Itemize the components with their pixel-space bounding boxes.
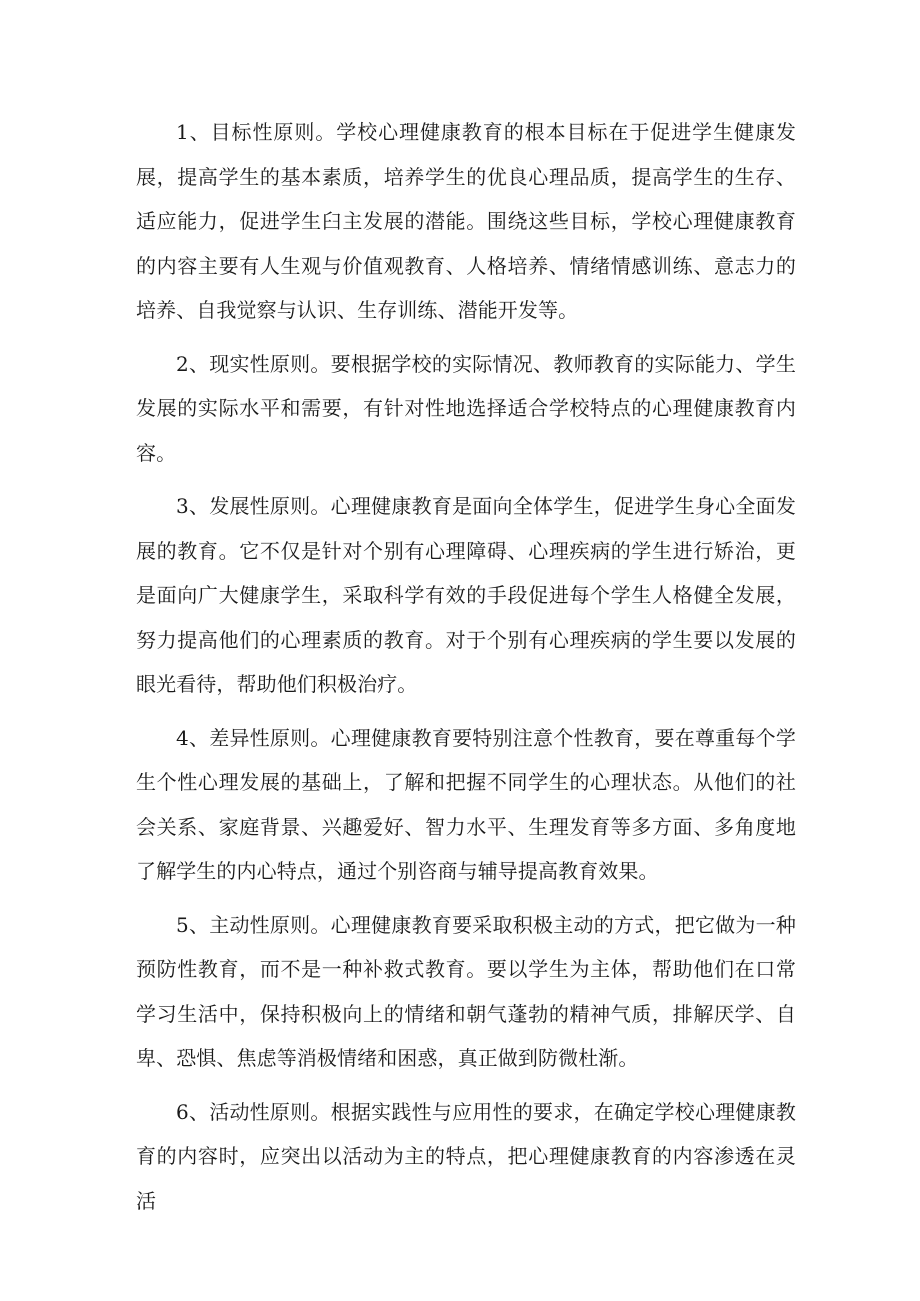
paragraph-activity-principle: 6、活动性原则。根据实践性与应用性的要求，在确定学校心理健康教育的内容时，应突出以活动为主的特点，把心理健康教育的内容渗透在灵活 [136,1099,796,1213]
paragraph-difference-principle: 4、差异性原则。心理健康教育要特别注意个性教育，要在尊重每个学生个性心理发展的基础上，了解和把握不同学生的心理状态。从他们的社会关系、家庭背景、兴趣爱好、智力水平、生理发育等多方面、多角度地了解学生的内心特点，通过个别咨商与辅导提高教育效果。 [136,725,796,883]
paragraph-development-principle: 3、发展性原则。心理健康教育是面向全体学生，促进学生身心全面发展的教育。它不仅是针对个别有心理障碍、心理疾病的学生进行矫治，更是面向广大健康学生，采取科学有效的手段促进每个学生人格健全发展，努力提高他们的心理素质的教育。对于个别有心理疾病的学生要以发展的眼光看待，帮助他们积极治疗。 [136,494,796,696]
paragraph-goal-principle: 1、目标性原则。学校心理健康教育的根本目标在于促进学生健康发展，提高学生的基本素质，培养学生的优良心理品质，提高学生的生存、适应能力，促进学生臼主发展的潜能。围绕这些目标，学校心理健康教育的内容主要有人生观与价值观教育、人格培养、情绪情感训练、意志力的培养、自我觉察与认识、生存训练、潜能开发等。 [136,120,796,322]
paragraph-initiative-principle: 5、主动性原则。心理健康教育要采取积极主动的方式，把它做为一种预防性教育，而不是一种补救式教育。要以学生为主体，帮助他们在口常学习生活中，保持积极向上的情绪和朝气蓬勃的精神气质，排解厌学、自卑、恐惧、焦虑等消极情绪和困惑，真正做到防微杜渐。 [136,912,796,1070]
document-body [136,110,796,1232]
paragraph-reality-principle: 2、现实性原则。要根据学校的实际情况、教师教育的实际能力、学生发展的实际水平和需要，有针对性地选择适合学校特点的心理健康教育内容。 [136,351,796,465]
